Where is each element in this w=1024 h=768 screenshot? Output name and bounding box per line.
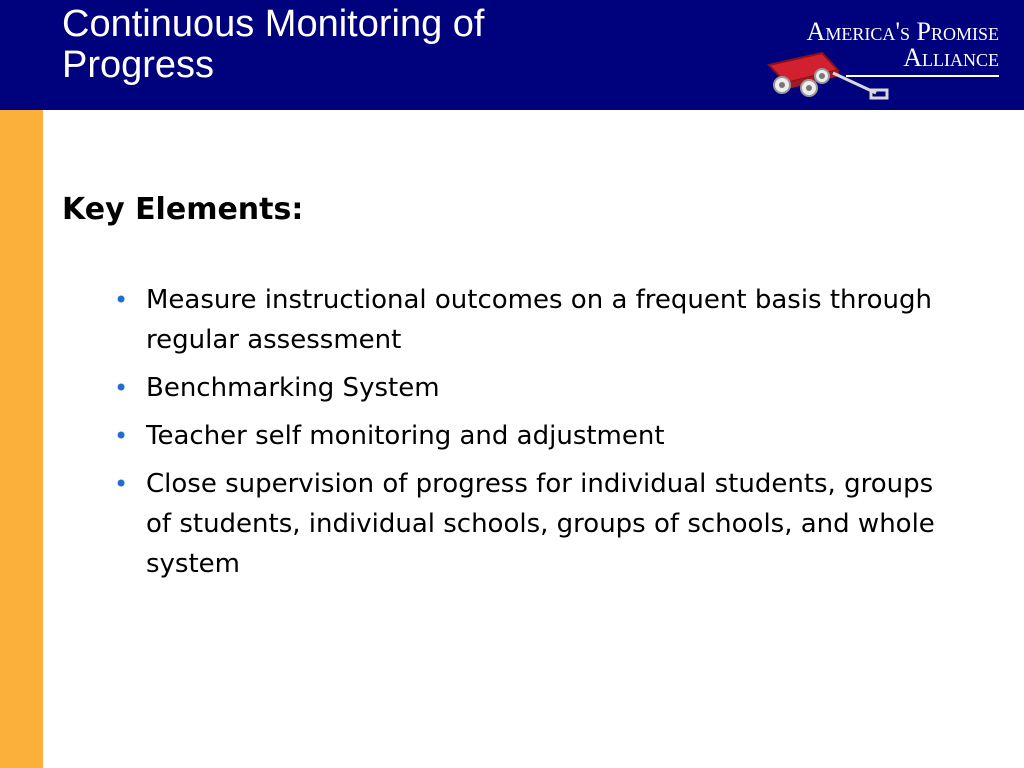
bullet-dot-icon: • (114, 470, 129, 498)
bullet-item-2 (114, 368, 946, 408)
key-elements-list (62, 280, 946, 584)
wagon-icon (764, 45, 894, 107)
logo-line-1: America's Promise (806, 17, 999, 46)
bullet-text-2: Benchmarking System (146, 373, 440, 403)
bullet-dot-icon: • (114, 374, 129, 402)
bullet-dot-icon: • (114, 422, 129, 450)
key-elements-heading: Key Elements: (62, 192, 304, 227)
slide-title: Continuous Monitoring of Progress (62, 3, 485, 86)
left-accent-bar (0, 110, 43, 768)
bullet-item-1 (114, 280, 946, 360)
logo-line-2: Alliance (903, 43, 999, 72)
slide-content (62, 190, 962, 592)
bullet-text-1: Measure instructional outcomes on a frequent basis through regular assessment (146, 285, 933, 355)
bullet-item-3 (114, 416, 946, 456)
americas-promise-logo (764, 13, 999, 105)
bullet-text-4: Close supervision of progress for individual students, groups of students, individual schools, groups of schools, and whole system (146, 469, 935, 579)
slide-header (0, 0, 1024, 110)
bullet-dot-icon: • (114, 286, 129, 314)
bullet-item-4 (114, 464, 946, 584)
bullet-text-3: Teacher self monitoring and adjustment (146, 421, 665, 451)
